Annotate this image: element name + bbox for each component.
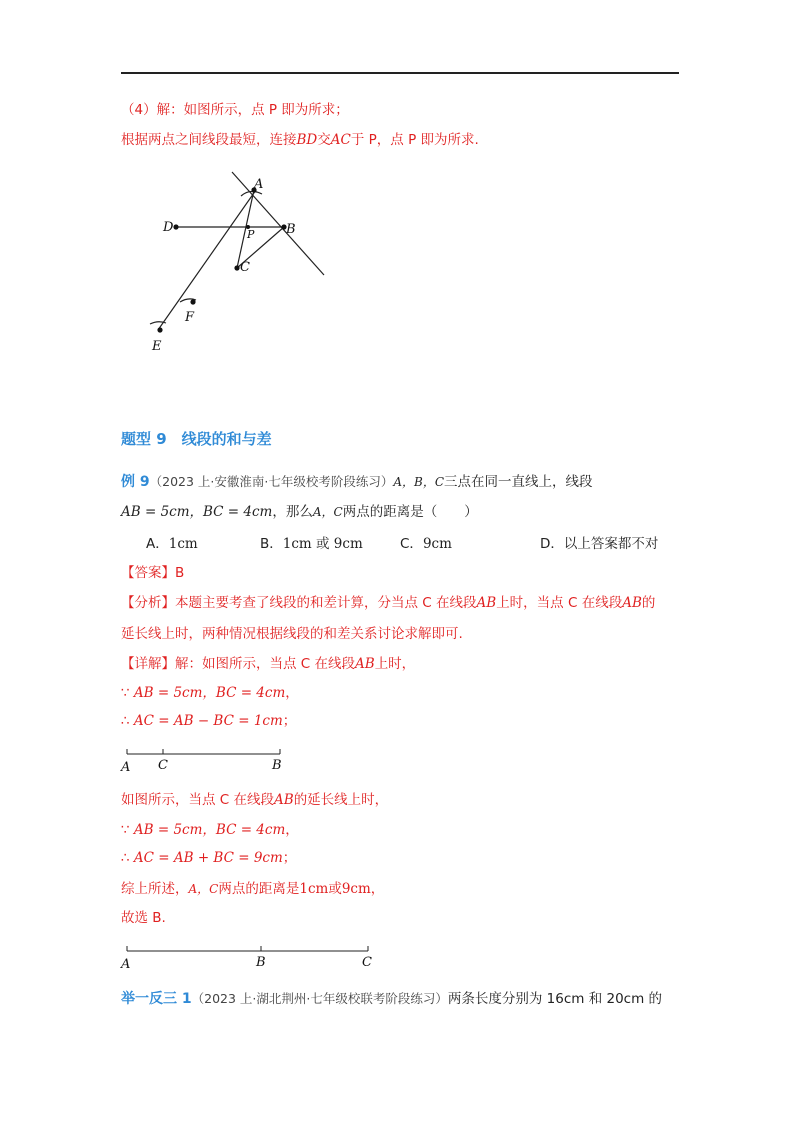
part4-line2-a: 根据两点之间线段最短，连接 [121,132,297,148]
fig3-label-c: C [362,955,372,970]
summary-value-1: 1cm [299,881,329,897]
because-symbol-1: ∵ [121,685,130,701]
detail-eq4-end: ； [282,850,297,866]
practice-text: 两条长度分别为 16cm 和 20cm 的 [447,991,663,1007]
part4-line2-b: 交 [317,132,331,148]
detail-eq3: AB = 5cm，BC = 4cm [133,822,286,838]
option-c-value: 9cm [422,536,452,552]
example-stem-c: 两点的距离是（ ） [342,504,478,520]
example-stem-b: ，那么 [272,504,313,520]
detail-eq1: AB = 5cm，BC = 4cm [133,685,286,701]
detail-eq2: AC = AB − BC = 1cm [133,713,283,729]
option-a-value: 1cm [168,536,198,552]
summary-a: 综上所述， [121,881,189,897]
analysis-t3: 的 [641,595,656,611]
analysis-line2-text: 延长线上时，两种情况根据线段的和差关系讨论求解即可. [121,626,463,642]
choose-text: 故选 B. [121,910,166,926]
because-symbol-2: ∵ [121,822,130,838]
fig1-label-b: B [286,222,296,237]
option-c-key: C． [400,536,423,552]
practice-label: 举一反三 1 [121,991,192,1007]
example-stem-a: 三点在同一直线上，线段 [444,474,593,490]
example-math-ac: A，C [312,505,343,519]
fig3-label-a: A [121,957,131,972]
analysis-math-ab-1: AB [476,595,497,611]
detail-label: 【详解】 [121,656,175,672]
summary-or: 或 [328,881,342,897]
case2-b: 的延长线上时， [293,792,389,808]
answer-label: 【答案】 [121,565,175,581]
fig1-label-p: P [247,228,255,241]
fig1-label-d: D [163,220,174,235]
part4-line1-text: （4）解：如图所示，点 P 即为所求； [121,102,349,118]
example-source: （2023 上·安徽淮南·七年级校考阶段练习） [149,474,394,489]
option-b-key: B． [260,536,283,552]
answer-value: B [175,565,185,581]
summary-b: 两点的距离是 [218,881,300,897]
option-d-key: D． [540,536,564,552]
fig2-label-b: B [272,758,282,773]
example-math-abc: A，B，C [393,475,445,489]
option-b-value: 1cm 或 9cm [282,536,363,552]
fig1-label-c: C [240,260,250,275]
option-d-value: 以上答案都不对 [563,536,659,552]
fig1-label-f: F [185,310,195,325]
detail-eq1-end: ， [285,685,299,701]
practice-line [121,990,662,1008]
analysis-t1: 本题主要考查了线段的和差计算，分当点 C 在线段 [175,595,477,611]
detail-eq2-end: ； [282,713,297,729]
detail-eq3-end: ， [285,822,299,838]
fig2-label-c: C [158,758,168,773]
case2-a: 如图所示，当点 C 在线段 [121,792,275,808]
detail-math-ab: AB [355,656,375,672]
summary-value-2: 9cm [341,881,371,897]
analysis-math-ab-2: AB [622,595,642,611]
analysis-label: 【分析】 [121,595,175,611]
part4-math-ac: AC [330,132,351,148]
option-a-key: A． [146,536,169,552]
detail-t2: 上时， [374,656,416,672]
fig2-label-a: A [121,760,131,775]
summary-math-ac: A，C [188,882,219,896]
case2-math-ab: AB [274,792,294,808]
therefore-symbol-1: ∴ [121,713,130,729]
summary-end: ， [370,881,385,897]
fig1-label-a: A [254,177,264,192]
example-given: AB = 5cm，BC = 4cm [121,504,273,520]
therefore-symbol-2: ∴ [121,850,130,866]
fig3-label-b: B [256,955,266,970]
part4-math-bd: BD [296,132,318,148]
detail-t1: 解：如图所示，当点 C 在线段 [175,656,356,672]
section-title: 题型 9 线段的和与差 [121,430,272,448]
practice-source: （2023 上·湖北荆州·七年级校联考阶段练习） [191,991,448,1006]
part4-line2-c: 于 P，点 P 即为所求. [350,132,479,148]
example-label: 例 9 [121,474,150,490]
fig1-label-e: E [152,339,162,354]
analysis-t2: 上时，当点 C 在线段 [496,595,623,611]
detail-eq4: AC = AB + BC = 9cm [133,850,283,866]
